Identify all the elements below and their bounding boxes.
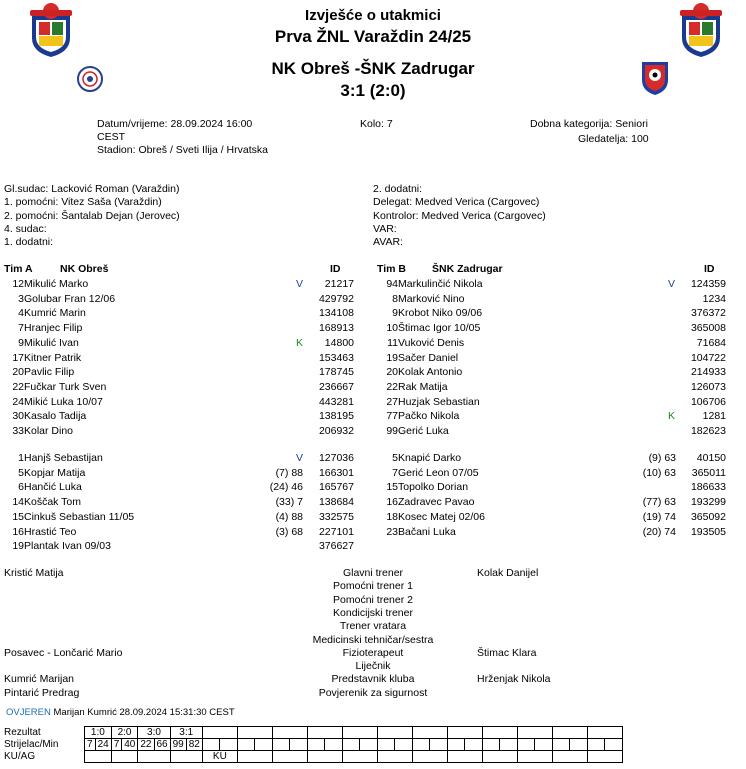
player-name: Golubar Fran 12/06: [24, 292, 116, 305]
verified-status: OVJEREN: [6, 707, 51, 718]
player-number: 1: [18, 452, 24, 464]
player-number: 10: [386, 322, 398, 335]
team-a-label: Tim A: [4, 263, 33, 275]
official-line: 2. pomoćni: Šantalab Dejan (Jerovec): [4, 209, 180, 222]
staff-role: Medicinski tehničar/sestra: [312, 633, 434, 646]
score-cell: [587, 727, 622, 739]
score-cell: 2:0: [111, 727, 138, 739]
staff-role: Pomoćni trener 1: [333, 580, 413, 593]
player-id: 124359: [690, 278, 726, 290]
player-id: 365008: [690, 322, 726, 335]
score-cell: [202, 727, 237, 739]
score-label-scorer: Strijelac/Min: [4, 739, 59, 750]
substitution-info: (20) 74: [642, 525, 676, 538]
substitution-info: (3) 68: [275, 525, 303, 538]
player-id: 193505: [690, 525, 726, 538]
player-name: Hranjec Filip: [24, 322, 83, 335]
scorer-cell: 99: [170, 739, 186, 751]
score-cell: 1:0: [85, 727, 112, 739]
match-timezone: CEST: [97, 131, 126, 143]
player-name: Gerić Leon 07/05: [398, 466, 479, 479]
player-name: Huzjak Sebastian: [398, 395, 480, 408]
player-number: 15: [386, 481, 398, 494]
staff-role: Glavni trener: [342, 567, 404, 579]
player-id: 138684: [318, 496, 354, 509]
player-name: Marković Nino: [398, 292, 465, 305]
official-line: AVAR:: [373, 236, 403, 249]
staff-left-name: Pintarić Predrag: [4, 686, 80, 699]
player-number: 7: [392, 466, 398, 479]
score-cell: 3:0: [138, 727, 170, 739]
scorer-cell: 24: [95, 739, 111, 751]
player-name: Vuković Denis: [398, 336, 465, 349]
player-name: Koščak Tom: [24, 496, 81, 509]
player-name: Markulinčić Nikola: [398, 278, 483, 290]
player-name: Kitner Patrik: [24, 351, 82, 364]
player-flag: V: [668, 278, 676, 290]
player-flag: K: [668, 410, 676, 423]
player-number: 19: [12, 540, 24, 553]
official-line: 1. dodatni:: [4, 236, 54, 249]
score-cell: [377, 727, 412, 739]
player-number: 24: [12, 395, 24, 408]
substitution-info: (10) 63: [642, 466, 676, 479]
player-number: 4: [18, 307, 24, 320]
player-number: 77: [386, 410, 398, 423]
team-b-id-header: ID: [704, 263, 715, 275]
team-a-id-header: ID: [330, 263, 341, 275]
player-id: 376372: [690, 307, 726, 320]
report-title: Izvješće o utakmici: [305, 7, 441, 24]
staff-role: Fizioterapeut: [342, 646, 404, 659]
player-number: 15: [12, 510, 24, 523]
substitution-info: (19) 74: [642, 510, 676, 523]
player-number: 5: [18, 466, 24, 479]
match-datetime: Datum/vrijeme: 28.09.2024 16:00: [97, 118, 253, 130]
player-name: Kasalo Tadija: [24, 410, 87, 423]
score-cell: [342, 727, 377, 739]
player-number: 27: [386, 395, 398, 408]
player-name: Kopjar Matija: [24, 466, 86, 479]
player-id: 104722: [690, 351, 726, 364]
team-b-label: Tim B: [377, 263, 406, 275]
player-id: 40150: [696, 452, 726, 464]
player-id: 14800: [324, 336, 354, 349]
player-id: 126073: [690, 380, 726, 393]
player-flag: V: [296, 278, 304, 290]
staff-role: Liječnik: [355, 660, 391, 673]
ku-cell: KU: [202, 751, 237, 763]
score-label-result: Rezultat: [4, 727, 41, 738]
team-a-name: NK Obreš: [60, 263, 109, 275]
player-number: 99: [386, 425, 398, 437]
verification-line: [6, 707, 235, 718]
competition-name: Prva ŽNL Varaždin 24/25: [274, 27, 472, 46]
player-number: 16: [386, 496, 398, 509]
match-round: Kolo: 7: [360, 118, 393, 130]
player-id: 127036: [318, 452, 354, 464]
player-id: 429792: [318, 292, 354, 305]
player-number: 9: [18, 336, 24, 349]
player-number: 7: [18, 322, 24, 335]
player-id: 178745: [318, 366, 354, 379]
player-number: 16: [12, 525, 24, 538]
score-cell: [272, 727, 307, 739]
scorer-cell: 40: [122, 739, 138, 751]
substitution-info: (9) 63: [648, 452, 676, 464]
player-id: 1281: [702, 410, 726, 423]
staff-right-name: Štimac Klara: [477, 646, 537, 659]
score-cell: [552, 727, 587, 739]
score-cell: [307, 727, 342, 739]
score-cell: [447, 727, 482, 739]
official-line: 1. pomoćni: Vitez Saša (Varaždin): [4, 196, 162, 209]
player-id: 193299: [690, 496, 726, 509]
player-number: 14: [12, 496, 24, 509]
official-line: VAR:: [373, 222, 397, 235]
player-number: 23: [386, 525, 398, 538]
player-number: 30: [12, 410, 24, 423]
staff-role: Predstavnik kluba: [331, 673, 415, 686]
player-number: 17: [12, 351, 24, 364]
player-number: 19: [386, 351, 398, 364]
player-id: 1234: [702, 292, 726, 305]
age-category: Dobna kategorija: Seniori: [530, 118, 648, 130]
player-name: Krobot Niko 09/06: [398, 307, 483, 320]
player-id: 236667: [318, 380, 354, 393]
player-name: Rak Matija: [398, 380, 448, 393]
player-id: 365092: [690, 510, 726, 523]
player-name: Pačko Nikola: [398, 410, 460, 423]
official-line: Delegat: Medved Verica (Cargovec): [373, 196, 540, 209]
player-name: Topolko Dorian: [398, 481, 469, 494]
player-number: 12: [12, 278, 24, 290]
player-name: Gerić Luka: [398, 425, 449, 437]
player-id: 376627: [318, 540, 354, 553]
player-number: 6: [18, 481, 24, 494]
staff-right-name: Kolak Danijel: [477, 567, 539, 579]
scoreboard-table: [4, 726, 623, 763]
substitution-info: (4) 88: [275, 510, 303, 523]
scorer-cell: 82: [186, 739, 202, 751]
player-id: 365011: [691, 466, 726, 479]
substitution-info: (24) 46: [269, 481, 303, 494]
player-id: 138195: [318, 410, 354, 423]
player-flag: V: [296, 452, 304, 464]
score-cell: [237, 727, 272, 739]
player-id: 106706: [690, 395, 726, 408]
player-id: 21217: [324, 278, 354, 290]
score-cell: [482, 727, 517, 739]
player-name: Hanjš Sebastijan: [24, 452, 103, 464]
team-b-name: ŠNK Zadrugar: [432, 263, 503, 275]
player-id: 227101: [318, 525, 354, 538]
player-name: Kolak Antonio: [398, 366, 463, 379]
staff-role: Povjerenik za sigurnost: [318, 686, 428, 699]
player-name: Sačer Daniel: [398, 351, 459, 364]
player-name: Zadravec Pavao: [398, 496, 475, 509]
scorer-cell: 7: [85, 739, 96, 751]
official-line: 4. sudac:: [4, 222, 47, 235]
score-cell: [412, 727, 447, 739]
player-id: 186633: [690, 481, 726, 494]
player-name: Fučkar Turk Sven: [24, 380, 107, 393]
player-id: 182623: [690, 425, 726, 437]
staff-role: Pomoćni trener 2: [333, 593, 413, 606]
player-number: 33: [12, 425, 24, 437]
player-id: 165767: [318, 481, 354, 494]
scorer-cell: 66: [154, 739, 170, 751]
player-number: 8: [392, 292, 398, 305]
player-name: Knapić Darko: [398, 452, 462, 464]
staff-role: Kondicijski trener: [333, 606, 413, 619]
player-id: 166301: [318, 466, 354, 479]
official-line: Kontrolor: Medved Verica (Cargovec): [373, 209, 546, 222]
player-name: Kolar Dino: [24, 425, 74, 437]
player-id: 443281: [318, 395, 354, 408]
player-name: Plantak Ivan 09/03: [24, 540, 111, 553]
player-number: 22: [386, 380, 398, 393]
scorer-cell: 22: [138, 739, 154, 751]
player-name: Mikulić Ivan: [24, 336, 79, 349]
score-label-ku: KU/AG: [4, 751, 36, 762]
player-number: 94: [386, 278, 398, 290]
player-name: Mikić Luka 10/07: [24, 395, 103, 408]
substitution-info: (7) 88: [275, 466, 303, 479]
player-id: 134108: [318, 307, 354, 320]
staff-left-name: Kristić Matija: [4, 567, 64, 579]
spectators: Gledatelja: 100: [578, 133, 649, 145]
player-name: Kumrić Marin: [24, 307, 86, 320]
player-name: Kosec Matej 02/06: [398, 510, 485, 523]
player-id: 71684: [696, 336, 726, 349]
player-number: 20: [12, 366, 24, 379]
player-flag: K: [296, 336, 304, 349]
player-name: Pavlic Filip: [24, 366, 75, 379]
player-id: 332575: [318, 510, 354, 523]
score-cell: [517, 727, 552, 739]
verified-text: Marijan Kumrić 28.09.2024 15:31:30 CEST: [53, 707, 235, 718]
player-name: Mikulić Marko: [24, 278, 89, 290]
player-id: 168913: [318, 322, 354, 335]
match-result: 3:1 (2:0): [340, 81, 406, 100]
official-line: 2. dodatni:: [373, 183, 423, 195]
score-cell: 3:1: [170, 727, 202, 739]
substitution-info: (33) 7: [275, 496, 303, 509]
staff-left-name: Kumrić Marijan: [4, 673, 75, 686]
staff-right-name: Hrženjak Nikola: [477, 673, 551, 686]
officials-right: [373, 183, 546, 249]
player-number: 3: [18, 292, 24, 305]
player-name: Bačani Luka: [398, 525, 456, 538]
staff-role: Trener vratara: [339, 620, 407, 633]
official-line: Gl.sudac: Lacković Roman (Varaždin): [4, 183, 180, 195]
player-name: Hančić Luka: [24, 481, 82, 494]
player-id: 206932: [318, 425, 354, 437]
player-number: 11: [387, 336, 398, 349]
player-number: 5: [392, 452, 398, 464]
officials-left: [4, 183, 180, 249]
player-number: 22: [12, 380, 24, 393]
player-name: Hrastić Teo: [24, 525, 77, 538]
match-title: NK Obreš -ŠNK Zadrugar: [271, 59, 475, 78]
player-id: 153463: [318, 351, 354, 364]
scorer-cell: 7: [111, 739, 122, 751]
match-stadium: Stadion: Obreš / Sveti Ilija / Hrvatska: [97, 144, 268, 156]
substitution-info: (77) 63: [642, 496, 676, 509]
player-name: Cinkuš Sebastian 11/05: [24, 510, 135, 523]
staff-left-name: Posavec - Lončarić Mario: [4, 646, 123, 659]
player-id: 214933: [690, 366, 726, 379]
player-number: 20: [386, 366, 398, 379]
player-number: 18: [386, 510, 398, 523]
player-number: 9: [392, 307, 398, 320]
player-name: Štimac Igor 10/05: [398, 322, 481, 335]
